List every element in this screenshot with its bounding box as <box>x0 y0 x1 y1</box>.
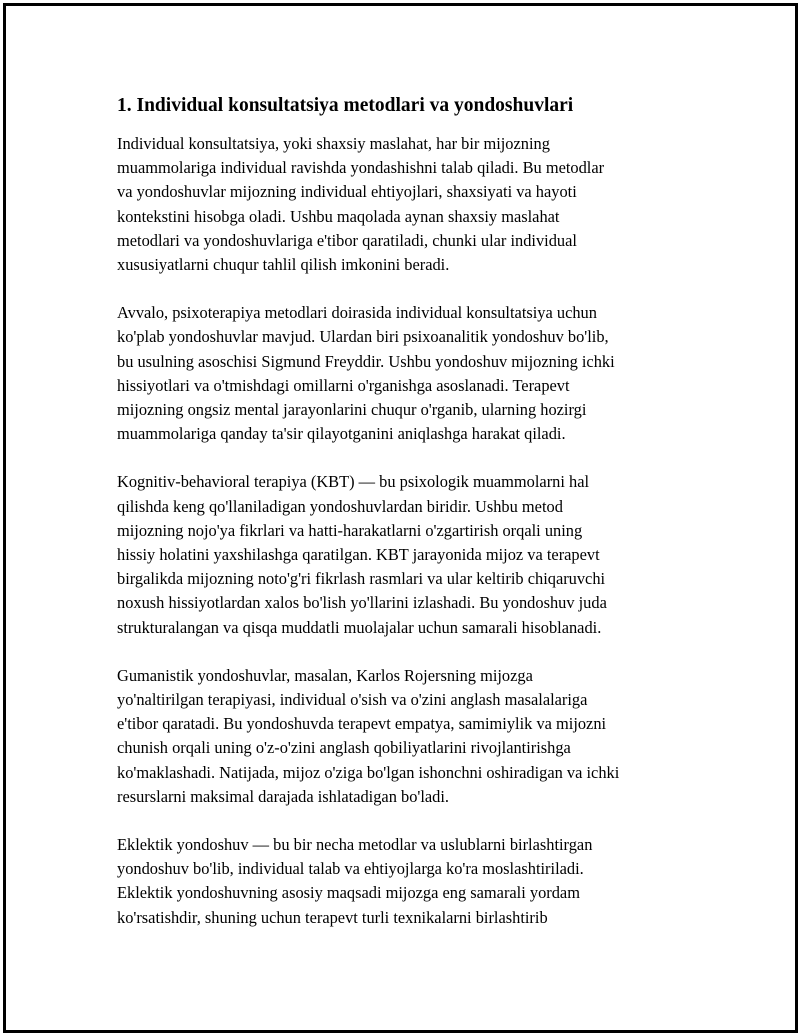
text-line: metodlari va yondoshuvlariga e'tibor qaratiladi, chunki ular individual <box>117 230 577 250</box>
text-line: muammolariga individual ravishda yondashishni talab qiladi. Bu metodlar <box>117 158 605 178</box>
text-line: muammolariga qanday ta'sir qilayotganini aniqlashga harakat qiladi. <box>117 424 566 444</box>
paragraph-3 <box>117 470 697 639</box>
text-line: hissiyotlari va o'tmishdagi omillarni o'rganishga asoslanadi. Terapevt <box>117 375 570 395</box>
text-line: chunish orqali uning o'z-o'zini anglash qobiliyatlarini rivojlantirishga <box>117 738 571 758</box>
text-line: ko'rsatishdir, shuning uchun terapevt turli texnikalarni birlashtirib <box>117 907 548 927</box>
text-line: ko'plab yondoshuvlar mavjud. Ulardan biri psixoanalitik yondoshuv bo'lib, <box>117 327 609 347</box>
text-line: Gumanistik yondoshuvlar, masalan, Karlos Rojersning mijozga <box>117 665 533 685</box>
paragraph-1 <box>117 132 697 277</box>
paragraph-2 <box>117 301 697 446</box>
text-line: e'tibor qaratadi. Bu yondoshuvda terapevt empatya, samimiylik va mijozni <box>117 714 607 734</box>
document-body <box>117 92 697 954</box>
text-line: Avvalo, psixoterapiya metodlari doirasida individual konsultatsiya uchun <box>117 303 597 323</box>
text-line: xususiyatlarni chuqur tahlil qilish imkonini beradi. <box>117 255 450 275</box>
text-line: noxush hissiyotlardan xalos bo'lish yo'llarini izlashadi. Bu yondoshuv juda <box>117 593 607 613</box>
text-line: yondoshuv bo'lib, individual talab va ehtiyojlarga ko'ra moslashtiriladi. <box>117 859 584 879</box>
text-line: hissiy holatini yaxshilashga qaratilgan. KBT jarayonida mijoz va terapevt <box>117 545 600 565</box>
text-line: yo'naltirilgan terapiyasi, individual o'sish va o'zini anglash masalalariga <box>117 690 588 710</box>
text-line: mijozning ongsiz mental jarayonlarini chuqur o'rganib, ularning hozirgi <box>117 400 587 420</box>
section-heading: 1. Individual konsultatsiya metodlari va yondoshuvlari <box>117 95 574 116</box>
text-line: resurslarni maksimal darajada ishlatadigan bo'ladi. <box>117 786 450 806</box>
paragraph-4 <box>117 664 697 809</box>
text-line: mijozning nojo'ya fikrlari va hatti-harakatlarni o'zgartirish orqali uning <box>117 520 583 540</box>
text-line: qilishda keng qo'llaniladigan yondoshuvlardan biridir. Ushbu metod <box>117 496 563 516</box>
text-line: Eklektik yondoshuv — bu bir necha metodlar va uslublarni birlashtirgan <box>117 835 593 855</box>
text-line: Kognitiv-behavioral terapiya (KBT) — bu psixologik muammolarni hal <box>117 472 590 492</box>
text-line: ko'maklashadi. Natijada, mijoz o'ziga bo'lgan ishonchni oshiradigan va ichki <box>117 762 620 782</box>
text-line: birgalikda mijozning noto'g'ri fikrlash rasmlari va ular keltirib chiqaruvchi <box>117 569 606 589</box>
paragraph-5 <box>117 833 697 930</box>
text-line: strukturalangan va qisqa muddatli muolajalar uchun samarali hisoblanadi. <box>117 617 602 637</box>
text-line: kontekstini hisobga oladi. Ushbu maqolada aynan shaxsiy maslahat <box>117 206 560 226</box>
text-line: bu usulning asoschisi Sigmund Freyddir. Ushbu yondoshuv mijozning ichki <box>117 351 615 371</box>
text-line: Individual konsultatsiya, yoki shaxsiy maslahat, har bir mijozning <box>117 134 550 153</box>
text-line: Eklektik yondoshuvning asosiy maqsadi mijozga eng samarali yordam <box>117 883 580 903</box>
text-line: va yondoshuvlar mijozning individual ehtiyojlari, shaxsiyati va hayoti <box>117 182 577 202</box>
